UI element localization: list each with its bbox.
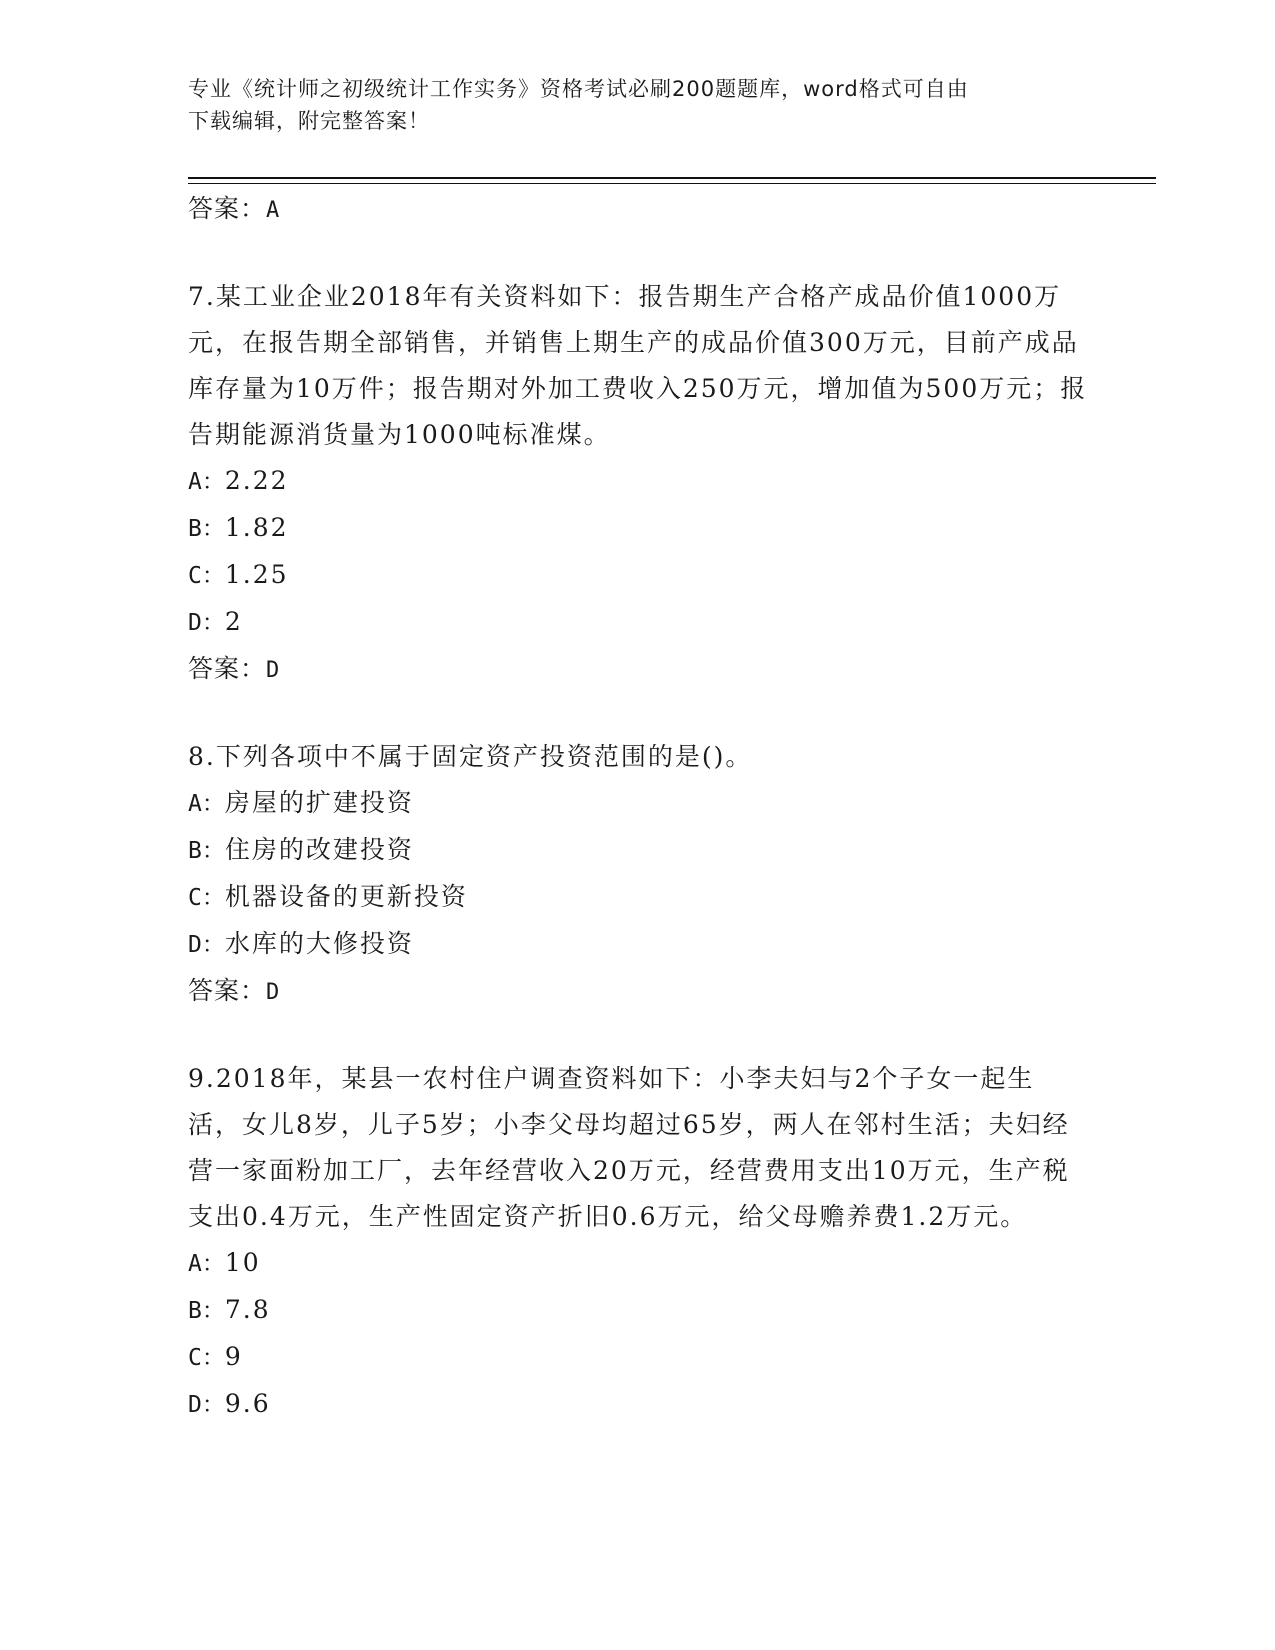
option-letter: A： [188, 469, 225, 495]
option-letter: C： [188, 563, 225, 589]
answer-value: D [266, 980, 281, 1005]
option-text: 1.25 [224, 560, 289, 589]
option-text: 10 [224, 1248, 261, 1277]
answer-label: 答案： [188, 194, 267, 223]
document-content [188, 186, 1088, 1428]
option-text: 机器设备的更新投资 [224, 882, 468, 911]
answer-label: 答案： [188, 654, 267, 683]
question-9-option-a [188, 1240, 1088, 1287]
option-text: 2 [224, 607, 243, 636]
option-text: 9.6 [224, 1389, 271, 1418]
option-letter: D： [188, 610, 225, 636]
header-line-1: 专业《统计师之初级统计工作实务》资格考试必刷200题题库，word格式可自由 [188, 77, 969, 101]
question-7-text: 7.某工业企业2018年有关资料如下：报告期生产合格产成品价值1000万元，在报告期全部销售，并销售上期生产的成品价值300万元，目前产成品库存量为10万件；报告期对外加工费收入250万元，增加值为500万元；报告期能源消货量为1000吨标准煤。 [188, 282, 1088, 449]
option-letter: C： [188, 1345, 225, 1371]
option-text: 房屋的扩建投资 [224, 788, 414, 817]
question-9-option-b [188, 1287, 1088, 1334]
option-letter: A： [188, 791, 225, 817]
question-8-option-d [188, 921, 1088, 968]
option-text: 水库的大修投资 [224, 929, 414, 958]
question-7-option-b [188, 505, 1088, 552]
option-letter: A： [188, 1251, 225, 1277]
question-8-option-a [188, 780, 1088, 827]
question-9-text: 9.2018年，某县一农村住户调查资料如下：小李夫妇与2个子女一起生活，女儿8岁，儿子5岁；小李父母均超过65岁，两人在邻村生活；夫妇经营一家面粉加工厂，去年经营收入20万元，经营费用支出10万元，生产税支出0.4万元，生产性固定资产折旧0.6万元，给父母赡养费1.2万元。 [188, 1064, 1070, 1231]
option-text: 住房的改建投资 [224, 835, 414, 864]
question-9-option-d [188, 1381, 1088, 1428]
option-text: 1.82 [224, 513, 289, 542]
option-letter: D： [188, 1392, 225, 1418]
answer-label: 答案： [188, 976, 267, 1005]
answer-value: D [266, 658, 281, 683]
question-7-option-d [188, 599, 1088, 646]
question-7-option-c [188, 552, 1088, 599]
question-8-answer [188, 968, 1088, 1016]
option-text: 9 [224, 1342, 243, 1371]
question-8-option-b [188, 827, 1088, 874]
question-9-option-c [188, 1334, 1088, 1381]
document-header [188, 73, 1088, 137]
option-letter: C： [188, 885, 225, 911]
option-text: 2.22 [224, 466, 289, 495]
option-letter: B： [188, 1298, 225, 1324]
option-text: 7.8 [224, 1295, 271, 1324]
option-letter: D： [188, 932, 225, 958]
answer-line [188, 186, 1088, 234]
question-8-option-c [188, 874, 1088, 921]
header-line-2: 下载编辑，附完整答案！ [188, 109, 430, 133]
question-8-text: 8.下列各项中不属于固定资产投资范围的是()。 [188, 742, 753, 771]
header-rule-thin [188, 183, 1156, 184]
option-letter: B： [188, 516, 225, 542]
question-7-answer [188, 646, 1088, 694]
question-7-option-a [188, 458, 1088, 505]
option-letter: B： [188, 838, 225, 864]
header-rule-thick [188, 177, 1156, 179]
answer-value: A [266, 198, 281, 223]
